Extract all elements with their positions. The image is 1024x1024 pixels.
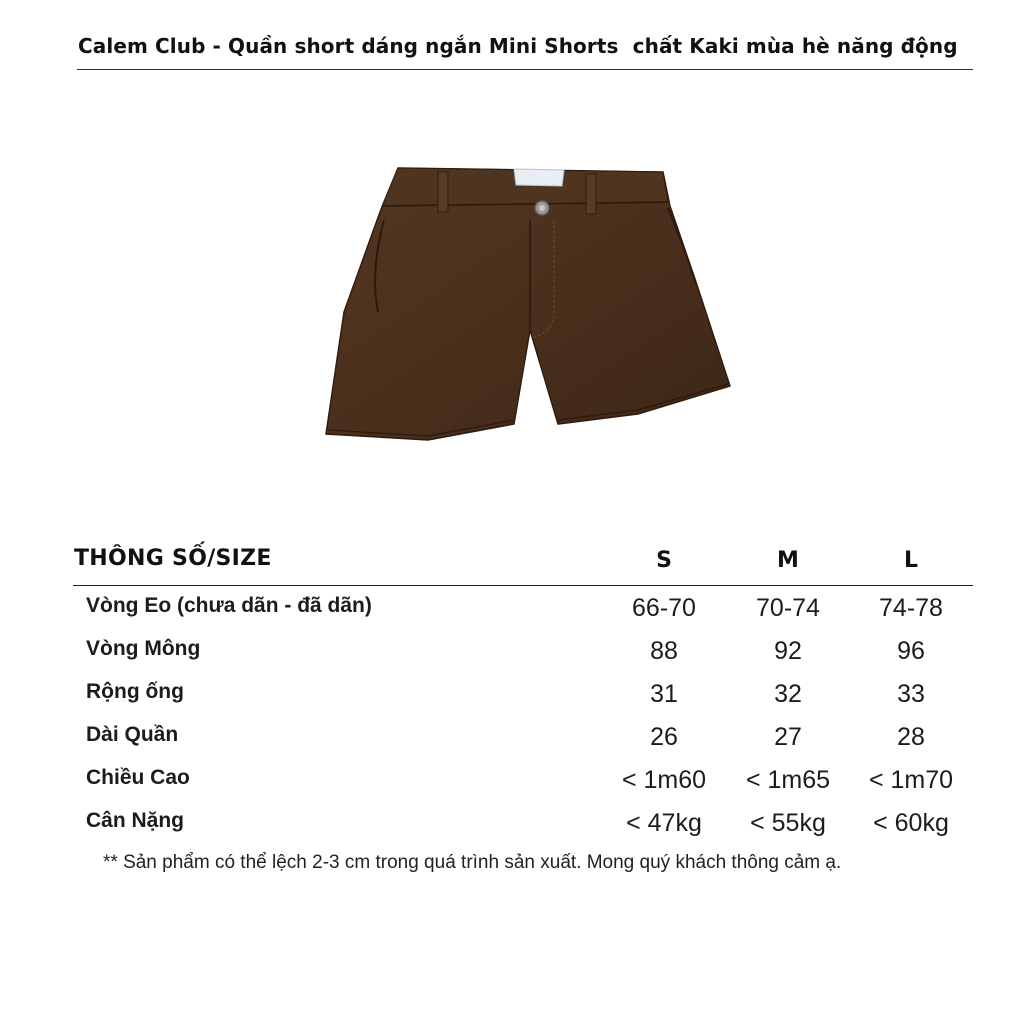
size-header-l: L — [903, 548, 919, 573]
spec-heading: THÔNG SỐ/SIZE — [74, 546, 272, 571]
row-label: Chiều Cao — [86, 766, 190, 789]
row-label: Vòng Eo (chưa dãn - đã dãn) — [86, 594, 372, 617]
cell-m: < 1m65 — [745, 766, 831, 794]
cell-m: 27 — [774, 723, 802, 751]
row-label: Cân Nặng — [86, 809, 185, 832]
table-row — [0, 633, 1024, 676]
title-divider — [77, 69, 973, 70]
cell-m: 92 — [774, 637, 802, 665]
table-row — [0, 805, 1024, 848]
row-label: Rộng ống — [86, 680, 184, 703]
size-header-m: M — [777, 548, 799, 573]
size-table-header — [74, 546, 972, 582]
table-divider — [73, 585, 973, 586]
cell-l: 96 — [897, 637, 925, 665]
cell-m: 70-74 — [756, 594, 820, 622]
size-table-body — [0, 590, 1024, 848]
cell-s: 31 — [650, 680, 678, 708]
cell-s: 66-70 — [632, 594, 696, 622]
cell-l: < 60kg — [873, 809, 949, 837]
brown-shorts-image — [318, 162, 738, 452]
cell-l: 28 — [897, 723, 925, 751]
cell-s: < 47kg — [626, 809, 702, 837]
row-label: Dài Quần — [86, 723, 179, 746]
cell-l: 33 — [897, 680, 925, 708]
table-row — [0, 590, 1024, 633]
footnote: ** Sản phẩm có thể lệch 2-3 cm trong quá trình sản xuất. Mong quý khách thông cảm ạ. — [103, 852, 842, 873]
cell-l: 74-78 — [879, 594, 943, 622]
page-title: Calem Club - Quần short dáng ngắn Mini Shorts chất Kaki mùa hè năng động — [78, 34, 958, 58]
cell-s: < 1m60 — [621, 766, 707, 794]
size-header-s: S — [656, 548, 672, 573]
row-label: Vòng Mông — [86, 637, 201, 660]
table-row — [0, 719, 1024, 762]
cell-m: 32 — [774, 680, 802, 708]
table-row — [0, 676, 1024, 719]
cell-s: 26 — [650, 723, 678, 751]
cell-l: < 1m70 — [868, 766, 954, 794]
table-row — [0, 762, 1024, 805]
cell-m: < 55kg — [750, 809, 826, 837]
cell-s: 88 — [650, 637, 678, 665]
